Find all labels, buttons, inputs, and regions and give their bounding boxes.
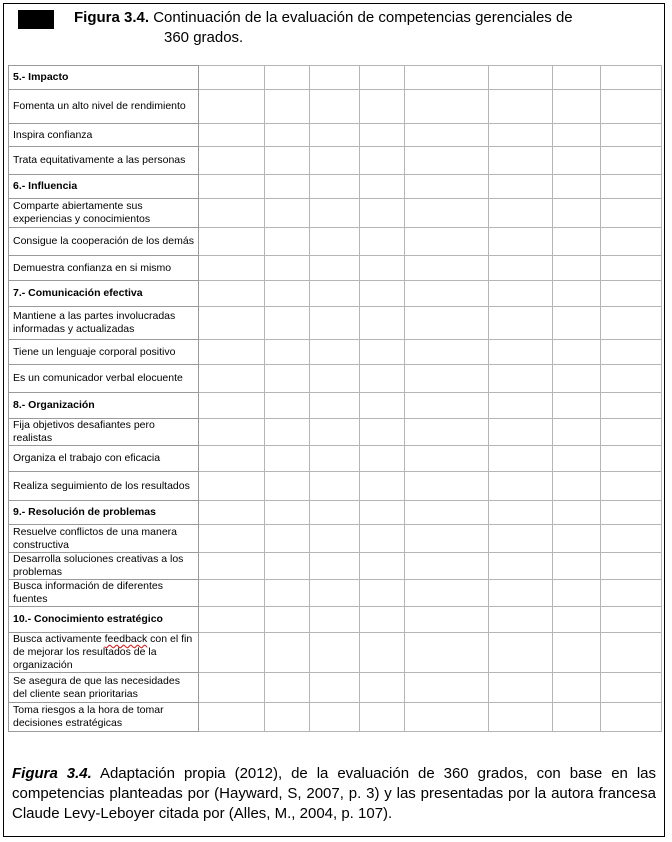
figure-label: Figura 3.4. [74,9,150,26]
competency-label: Tiene un lenguaje corporal positivo [9,340,199,365]
rating-cell [553,199,601,228]
competency-label: Consigue la cooperación de los demás [9,228,199,256]
competency-label: Mantiene a las partes involucradas informadas y actualizadas [9,307,199,340]
rating-cell [265,673,310,703]
table-row [9,365,662,393]
rating-cell [489,419,553,446]
competency-label: Fomenta un alto nivel de rendimiento [9,90,199,124]
rating-cell [360,365,405,393]
rating-cell [199,66,265,90]
rating-cell [310,633,360,673]
rating-cell [601,393,662,419]
rating-cell [489,365,553,393]
rating-cell [601,256,662,281]
rating-cell [489,124,553,147]
rating-cell [310,607,360,633]
competency-label: Desarrolla soluciones creativas a los problemas [9,553,199,580]
section-title: 7.- Comunicación efectiva [9,281,199,307]
section-title: 10.- Conocimiento estratégico [9,607,199,633]
competency-label: Es un comunicador verbal elocuente [9,365,199,393]
rating-cell [405,703,489,732]
rating-cell [489,553,553,580]
rating-cell [405,90,489,124]
rating-cell [553,607,601,633]
rating-cell [489,147,553,175]
table-row [9,446,662,472]
rating-cell [601,553,662,580]
rating-cell [310,501,360,525]
rating-cell [199,281,265,307]
competency-table [8,65,662,732]
section-header-row [9,281,662,307]
rating-cell [265,553,310,580]
rating-cell [553,673,601,703]
table-row [9,256,662,281]
caption-line-2: 360 grados. [164,29,244,46]
rating-cell [199,228,265,256]
rating-cell [405,525,489,553]
table-row [9,673,662,703]
rating-cell [553,446,601,472]
rating-cell [601,446,662,472]
spellcheck-word: feedback [104,633,148,645]
rating-cell [601,703,662,732]
rating-cell [199,124,265,147]
competency-label: Busca activamente feedback con el fin de mejorar los resultados de la organización [9,633,199,673]
rating-cell [199,446,265,472]
rating-cell [405,553,489,580]
rating-cell [265,147,310,175]
rating-cell [360,703,405,732]
rating-cell [265,446,310,472]
rating-cell [405,147,489,175]
rating-cell [360,633,405,673]
rating-cell [405,446,489,472]
rating-cell [601,147,662,175]
rating-cell [199,340,265,365]
rating-cell [553,90,601,124]
caption-body: Adaptación propia (2012), de la evaluación de 360 grados, con base en las competencias planteadas por (Hayward, S, 2007, p. 3) y las presentadas por la autora francesa Claude Levy-Leboyer citada por (Alles, M., 2004, p. 107). [12,765,656,822]
rating-cell [553,124,601,147]
rating-cell [489,446,553,472]
rating-cell [489,199,553,228]
rating-cell [553,580,601,607]
rating-cell [360,124,405,147]
rating-cell [310,673,360,703]
redaction-block [18,10,54,29]
competency-label: Fija objetivos desafiantes pero realistas [9,419,199,446]
rating-cell [489,673,553,703]
rating-cell [601,199,662,228]
rating-cell [265,175,310,199]
rating-cell [199,607,265,633]
rating-cell [405,393,489,419]
competency-label: Toma riesgos a la hora de tomar decisiones estratégicas [9,703,199,732]
figure-caption-bottom [12,764,656,824]
rating-cell [405,307,489,340]
rating-cell [265,472,310,501]
rating-cell [310,124,360,147]
rating-cell [265,607,310,633]
table-row [9,147,662,175]
rating-cell [601,124,662,147]
rating-cell [360,340,405,365]
rating-cell [199,472,265,501]
rating-cell [601,66,662,90]
rating-cell [489,340,553,365]
rating-cell [601,607,662,633]
table-row [9,307,662,340]
rating-cell [489,525,553,553]
rating-cell [405,673,489,703]
rating-cell [601,525,662,553]
rating-cell [489,633,553,673]
rating-cell [310,281,360,307]
rating-cell [553,393,601,419]
rating-cell [553,365,601,393]
rating-cell [360,307,405,340]
rating-cell [199,147,265,175]
rating-cell [265,340,310,365]
rating-cell [199,553,265,580]
rating-cell [199,501,265,525]
rating-cell [489,175,553,199]
rating-cell [199,365,265,393]
competency-label: Busca información de diferentes fuentes [9,580,199,607]
table-row [9,340,662,365]
section-title: 6.- Influencia [9,175,199,199]
rating-cell [405,580,489,607]
rating-cell [601,90,662,124]
rating-cell [360,281,405,307]
rating-cell [265,124,310,147]
rating-cell [489,90,553,124]
table-row [9,633,662,673]
rating-cell [310,419,360,446]
rating-cell [489,281,553,307]
section-header-row [9,501,662,525]
section-header-row [9,66,662,90]
rating-cell [360,580,405,607]
rating-cell [553,228,601,256]
competency-label: Resuelve conflictos de una manera constructiva [9,525,199,553]
rating-cell [601,340,662,365]
rating-cell [265,419,310,446]
rating-cell [265,365,310,393]
rating-cell [489,703,553,732]
rating-cell [310,90,360,124]
rating-cell [553,147,601,175]
rating-cell [553,525,601,553]
section-header-row [9,175,662,199]
rating-cell [199,256,265,281]
rating-cell [489,580,553,607]
figure-caption-top [74,8,654,48]
rating-cell [265,307,310,340]
table-row [9,472,662,501]
rating-cell [310,66,360,90]
rating-cell [601,472,662,501]
rating-cell [489,66,553,90]
rating-cell [310,175,360,199]
rating-cell [553,633,601,673]
rating-cell [489,501,553,525]
rating-cell [199,633,265,673]
rating-cell [489,256,553,281]
rating-cell [310,147,360,175]
rating-cell [360,501,405,525]
rating-cell [265,199,310,228]
table-row [9,580,662,607]
section-header-row [9,607,662,633]
rating-cell [601,281,662,307]
rating-cell [405,256,489,281]
rating-cell [310,703,360,732]
rating-cell [360,673,405,703]
rating-cell [360,256,405,281]
rating-cell [405,124,489,147]
rating-cell [265,633,310,673]
competency-label: Se asegura de que las necesidades del cliente sean prioritarias [9,673,199,703]
rating-cell [310,365,360,393]
competency-label: Comparte abiertamente sus experiencias y conocimientos [9,199,199,228]
rating-cell [405,199,489,228]
rating-cell [601,228,662,256]
rating-cell [265,90,310,124]
table-row [9,525,662,553]
rating-cell [601,419,662,446]
rating-cell [360,607,405,633]
rating-cell [310,553,360,580]
rating-cell [265,525,310,553]
rating-cell [553,419,601,446]
rating-cell [553,553,601,580]
rating-cell [553,501,601,525]
section-title: 5.- Impacto [9,66,199,90]
table-row [9,124,662,147]
rating-cell [360,228,405,256]
rating-cell [360,472,405,501]
rating-cell [199,307,265,340]
rating-cell [489,607,553,633]
rating-cell [199,419,265,446]
rating-cell [310,199,360,228]
rating-cell [199,703,265,732]
rating-cell [199,199,265,228]
rating-cell [553,281,601,307]
rating-cell [405,228,489,256]
rating-cell [489,307,553,340]
rating-cell [310,228,360,256]
rating-cell [360,147,405,175]
rating-cell [265,501,310,525]
rating-cell [405,281,489,307]
rating-cell [360,446,405,472]
rating-cell [310,307,360,340]
rating-cell [199,393,265,419]
caption-lead: Figura 3.4. [12,765,92,782]
competency-label: Realiza seguimiento de los resultados [9,472,199,501]
rating-cell [405,175,489,199]
rating-cell [553,703,601,732]
competency-label: Inspira confianza [9,124,199,147]
rating-cell [360,393,405,419]
rating-cell [405,365,489,393]
competency-label: Organiza el trabajo con eficacia [9,446,199,472]
rating-cell [360,175,405,199]
rating-cell [553,307,601,340]
table-row [9,90,662,124]
rating-cell [310,256,360,281]
rating-cell [601,365,662,393]
rating-cell [310,340,360,365]
table-row [9,703,662,732]
rating-cell [199,580,265,607]
rating-cell [360,553,405,580]
rating-cell [199,90,265,124]
rating-cell [405,419,489,446]
rating-cell [489,228,553,256]
rating-cell [405,633,489,673]
rating-cell [199,673,265,703]
rating-cell [360,199,405,228]
rating-cell [265,256,310,281]
table-row [9,199,662,228]
rating-cell [265,281,310,307]
rating-cell [310,580,360,607]
competency-label: Demuestra confianza en si mismo [9,256,199,281]
rating-cell [601,673,662,703]
rating-cell [265,580,310,607]
section-title: 9.- Resolución de problemas [9,501,199,525]
rating-cell [310,472,360,501]
rating-cell [265,703,310,732]
rating-cell [553,175,601,199]
rating-cell [553,66,601,90]
rating-cell [199,175,265,199]
rating-cell [360,66,405,90]
rating-cell [601,501,662,525]
rating-cell [265,393,310,419]
rating-cell [199,525,265,553]
rating-cell [310,446,360,472]
rating-cell [553,472,601,501]
table-row [9,553,662,580]
rating-cell [553,340,601,365]
rating-cell [265,228,310,256]
rating-cell [601,633,662,673]
rating-cell [360,525,405,553]
rating-cell [405,607,489,633]
rating-cell [489,393,553,419]
rating-cell [601,307,662,340]
rating-cell [360,419,405,446]
rating-cell [310,393,360,419]
competency-label: Trata equitativamente a las personas [9,147,199,175]
rating-cell [601,580,662,607]
rating-cell [553,256,601,281]
rating-cell [405,66,489,90]
rating-cell [265,66,310,90]
rating-cell [405,340,489,365]
rating-cell [489,472,553,501]
section-title: 8.- Organización [9,393,199,419]
table-row [9,419,662,446]
caption-line-1: Continuación de la evaluación de competencias gerenciales de [153,9,573,26]
rating-cell [310,525,360,553]
rating-cell [405,501,489,525]
rating-cell [360,90,405,124]
rating-cell [601,175,662,199]
rating-cell [405,472,489,501]
section-header-row [9,393,662,419]
table-row [9,228,662,256]
